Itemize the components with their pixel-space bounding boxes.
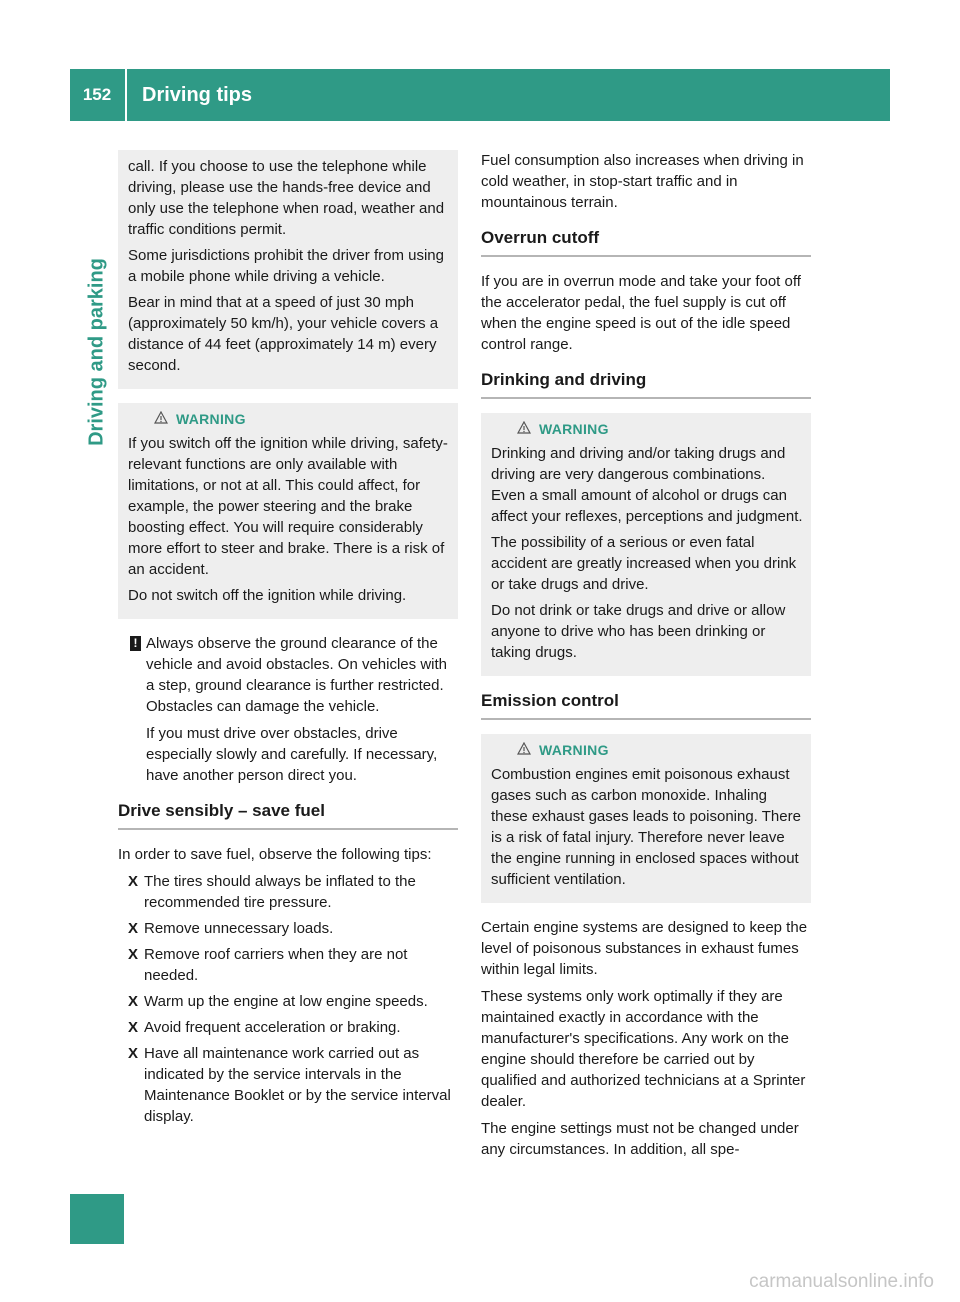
bullet-marker: X: [128, 873, 139, 890]
list-item-text: The tires should always be inflated to the recommended tire pressure.: [144, 873, 416, 911]
list-item: [118, 1017, 458, 1038]
info-box: [118, 150, 458, 389]
watermark: carmanualsonline.info: [749, 1271, 934, 1292]
warning-triangle-icon: [154, 409, 170, 430]
warning-box-emission: [481, 734, 811, 903]
warning-paragraph: Do not drink or take drugs and drive or allow anyone to drive who has been drinking or taking drugs.: [491, 602, 786, 661]
list-item: [118, 871, 458, 913]
list-item: [118, 944, 458, 986]
header-divider: [125, 69, 127, 121]
bullet-marker: X: [128, 920, 139, 937]
list-item-text: Remove roof carriers when they are not needed.: [144, 946, 408, 984]
list-item: [118, 991, 458, 1012]
note-paragraph: If you must drive over obstacles, drive especially slowly and carefully. If necessary, have another person direct you.: [146, 725, 438, 784]
warning-label: WARNING: [539, 742, 609, 758]
list-item-text: Avoid frequent acceleration or braking.: [144, 1019, 401, 1036]
list-item-text: Warm up the engine at low engine speeds.: [144, 993, 428, 1010]
warning-box-drinking: [481, 413, 811, 676]
overrun-paragraph: If you are in overrun mode and take your foot off the accelerator pedal, the fuel supply is cut off when the engine speed is out of the idle speed control range.: [481, 273, 801, 353]
section-heading-emission: Emission control: [481, 690, 811, 720]
exclamation-icon: !: [130, 636, 141, 651]
bullet-marker: X: [128, 1019, 139, 1036]
warning-heading: [491, 419, 803, 440]
right-column: [481, 150, 811, 1166]
warning-paragraph: Combustion engines emit poisonous exhaust gases such as carbon monoxide. Inhaling these exhaust gases leads to poisoning. There is a risk of fatal injury. Therefore never leave the engine running in enclosed spaces without sufficient ventilation.: [491, 766, 801, 888]
info-paragraph: Some jurisdictions prohibit the driver from using a mobile phone while driving a vehicle.: [128, 247, 444, 285]
fuel-consumption-paragraph: Fuel consumption also increases when driving in cold weather, in stop-start traffic and in mountainous terrain.: [481, 152, 804, 211]
list-item-text: Remove unnecessary loads.: [144, 920, 334, 937]
left-column: [118, 150, 458, 1132]
list-item: [118, 1043, 458, 1127]
warning-paragraph: The possibility of a serious or even fatal accident are greatly increased when you drink or take drugs and drive.: [491, 534, 797, 593]
emission-paragraph: The engine settings must not be changed under any circumstances. In addition, all spe-: [481, 1120, 799, 1158]
info-paragraph: call. If you choose to use the telephone while driving, please use the hands-free device and only use the telephone when road, weather and traffic conditions permit.: [128, 158, 445, 238]
note-paragraph: Always observe the ground clearance of the vehicle and avoid obstacles. On vehicles with a step, ground clearance is further restricted. Obstacles can damage the vehicle.: [146, 635, 447, 715]
page-number: 152: [82, 85, 112, 104]
list-item-text: Have all maintenance work carried out as indicated by the service intervals in the Maintenance Booklet or by the service interval display.: [144, 1045, 451, 1125]
warning-triangle-icon: [517, 419, 533, 440]
warning-paragraph: Drinking and driving and/or taking drugs and driving are very dangerous combinations. Even a small amount of alcohol or drugs can affect your reflexes, perceptions and judgment.: [491, 445, 803, 525]
section-heading-overrun: Overrun cutoff: [481, 227, 811, 257]
section-heading-drinking: Drinking and driving: [481, 369, 811, 399]
warning-paragraph: Do not switch off the ignition while driving.: [128, 587, 407, 604]
warning-label: WARNING: [539, 421, 609, 437]
chapter-tab: [70, 1194, 124, 1244]
bullet-marker: X: [128, 946, 139, 963]
section-heading-save-fuel: Drive sensibly – save fuel: [118, 800, 458, 830]
bullet-marker: X: [128, 1045, 139, 1062]
warning-triangle-icon: [517, 740, 533, 761]
warning-box-ignition: [118, 403, 458, 619]
list-item: [118, 918, 458, 939]
emission-paragraph: Certain engine systems are designed to keep the level of poisonous substances in exhaust fumes within legal limits.: [481, 919, 808, 978]
warning-heading: [491, 740, 803, 761]
emission-paragraph: These systems only work optimally if they are maintained exactly in accordance with the manufacturer's specifications. Any work on the engine should therefore be carried out by qualified and authorized technicians at a Sprinter dealer.: [481, 988, 806, 1110]
note-ground-clearance: [118, 633, 458, 786]
page-title: Driving tips: [142, 84, 253, 106]
section-intro: In order to save fuel, observe the following tips:: [118, 846, 432, 863]
warning-paragraph: If you switch off the ignition while driving, safety-relevant functions are only available with limitations, or not at all. This could affect, for example, the power steering and the brake boosting effect. You will require considerably more effort to steer and brake. There is a risk of an accident.: [128, 435, 448, 578]
chapter-label: Driving and parking: [85, 258, 108, 446]
warning-heading: [128, 409, 450, 430]
info-paragraph: Bear in mind that at a speed of just 30 mph (approximately 50 km/h), your vehicle covers a distance of 44 feet (approximately 14 m) every second.: [128, 294, 439, 374]
warning-label: WARNING: [176, 411, 246, 427]
bullet-marker: X: [128, 993, 139, 1010]
